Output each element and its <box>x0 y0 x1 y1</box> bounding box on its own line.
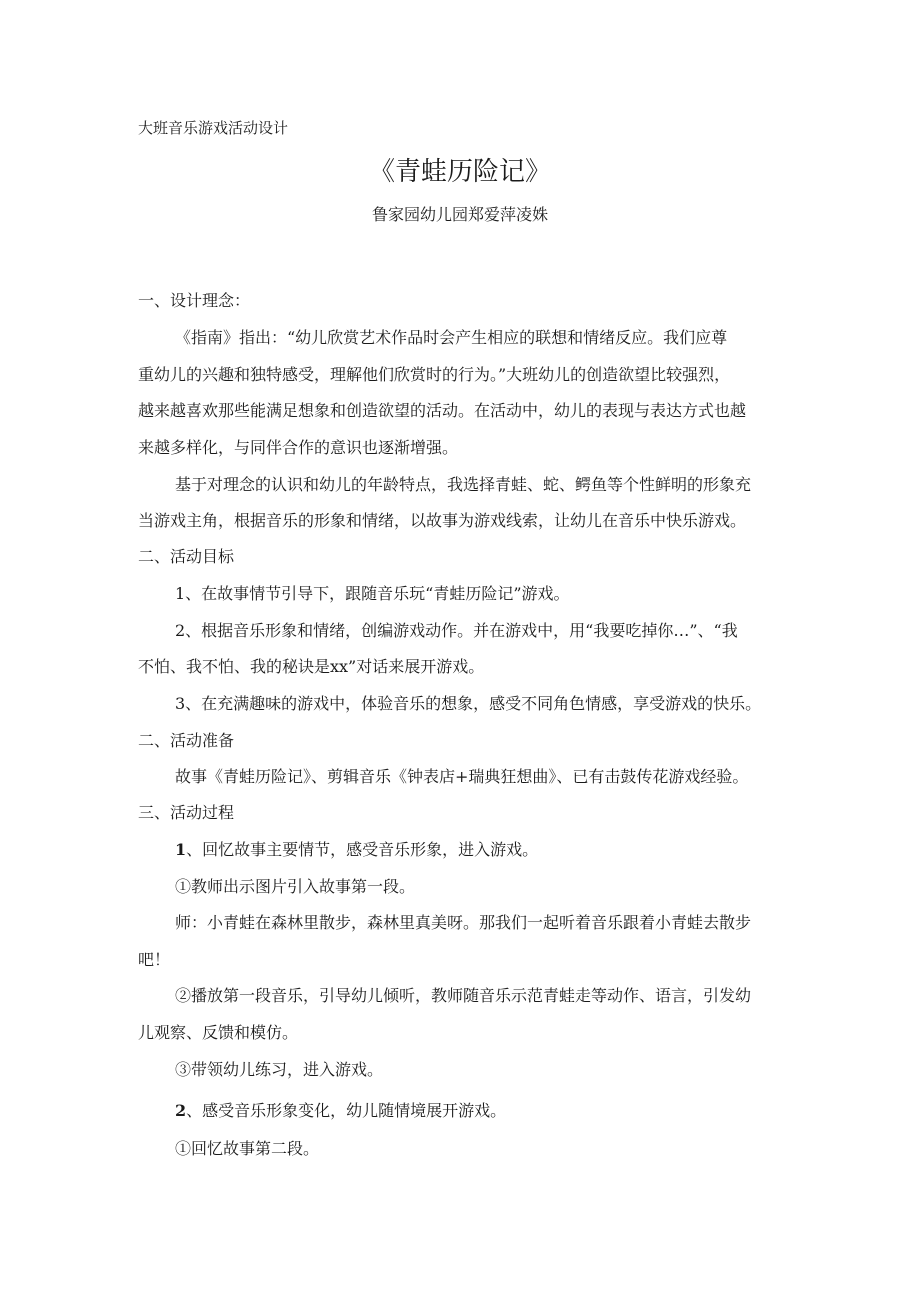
step-number: 2 <box>175 1101 187 1120</box>
step-title: 、回忆故事主要情节，感受音乐形象，进入游戏。 <box>186 840 539 859</box>
paragraph-line: 来越多样化，与同伴合作的意识也逐渐增强。 <box>138 438 459 457</box>
goal-item-continued: 不怕、我不怕、我的秘诀是xx”对话来展开游戏。 <box>138 657 485 676</box>
section-heading-goals: 二、活动目标 <box>138 547 235 566</box>
section-heading-design-concept: 一、设计理念： <box>138 291 251 310</box>
paragraph-line: 当游戏主角，根据音乐的形象和情绪，以故事为游戏线索，让幼儿在音乐中快乐游戏。 <box>138 511 747 530</box>
step-detail: ③带领幼儿练习，进入游戏。 <box>175 1060 384 1079</box>
step-detail: ②播放第一段音乐，引导幼儿倾听，教师随音乐示范青蛙走等动作、语言，引发幼 <box>175 986 752 1005</box>
goal-item: 1、在故事情节引导下，跟随音乐玩“青蛙历险记”游戏。 <box>175 584 570 603</box>
paragraph-line: 重幼儿的兴趣和独特感受，理解他们欣赏时的行为。”大班幼儿的创造欲望比较强烈， <box>138 365 731 384</box>
step-title: 、感受音乐形象变化，幼儿随情境展开游戏。 <box>186 1101 507 1120</box>
paragraph-line: 基于对理念的认识和幼儿的年龄特点，我选择青蛙、蛇、鳄鱼等个性鲜明的形象充 <box>175 475 752 494</box>
step-heading <box>175 1101 506 1121</box>
step-detail: ①回忆故事第二段。 <box>175 1139 320 1158</box>
paragraph-line: 越来越喜欢那些能满足想象和创造欲望的活动。在活动中，幼儿的表现与表达方式也越 <box>138 401 747 420</box>
goal-item: 2、根据音乐形象和情绪，创编游戏动作。并在游戏中，用“我要吃掉你…”、“我 <box>175 621 738 640</box>
author-line: 鲁家园幼儿园郑爱萍凌姝 <box>371 205 548 224</box>
section-heading-process: 三、活动过程 <box>138 803 235 822</box>
goal-item: 3、在充满趣味的游戏中，体验音乐的想象，感受不同角色情感，享受游戏的快乐。 <box>175 694 762 713</box>
document-category: 大班音乐游戏活动设计 <box>138 119 289 137</box>
step-heading <box>175 840 538 860</box>
step-detail-continued: 儿观察、反馈和模仿。 <box>138 1023 299 1042</box>
step-detail: ①教师出示图片引入故事第一段。 <box>175 877 416 896</box>
page-title: 《青蛙历险记》 <box>368 157 551 187</box>
paragraph-line: 《指南》指出：“幼儿欣赏艺术作品时会产生相应的联想和情绪反应。我们应尊 <box>175 328 728 347</box>
section-heading-preparation: 二、活动准备 <box>138 731 235 750</box>
step-number: 1 <box>175 840 187 859</box>
teacher-line: 师：小青蛙在森林里散步，森林里真美呀。那我们一起听着音乐跟着小青蛙去散步 <box>175 913 752 932</box>
preparation-text: 故事《青蛙历险记》、剪辑音乐《钟表店+瑞典狂想曲》、已有击鼓传花游戏经验。 <box>175 767 749 786</box>
teacher-line-continued: 吧！ <box>138 950 171 969</box>
